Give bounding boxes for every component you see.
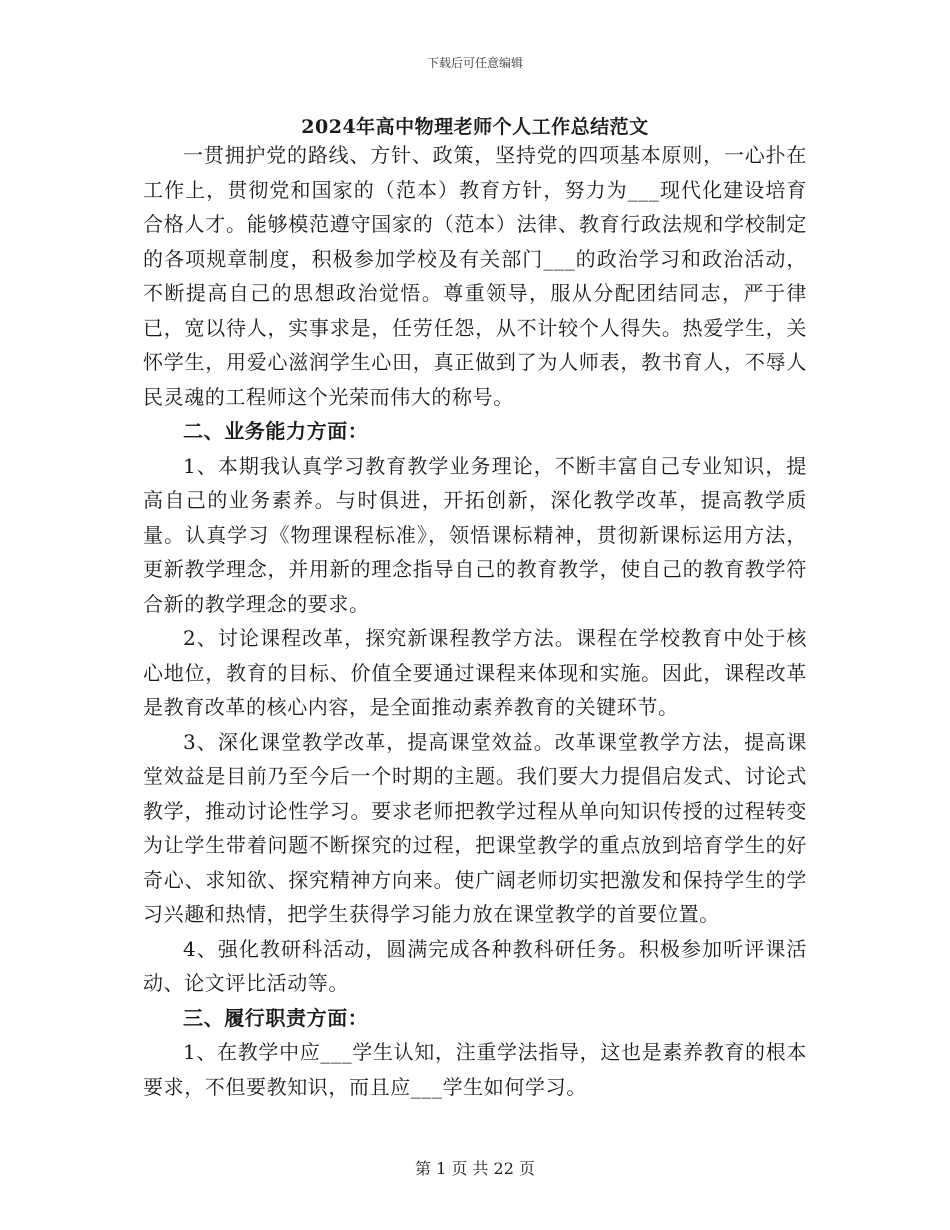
section-heading-duties: 三、履行职责方面： [183,1005,369,1030]
paragraph-item: 1、在教学中应___学生认知，注重学法指导，这也是素养教育的根本要求，不但要教知识，而且应___学生如何学习。 [143,1040,807,1099]
document-title: 2024年高中物理老师个人工作总结范文 [301,116,649,138]
document-body [143,138,807,1104]
paragraph-item: 2、讨论课程改革，探究新课程教学方法。课程在学校教育中处于核心地位，教育的目标、价值全要通过课程来体现和实施。因此，课程改革是教育改革的核心内容，是全面推动素养教育的关键环节。 [143,626,807,719]
paragraph-item: 4、强化教研科活动，圆满完成各种教科研任务。积极参加听评课活动、论文评比活动等。 [143,936,807,995]
paragraph-item: 3、深化课堂教学改革，提高课堂效益。改革课堂教学方法，提高课堂效益是目前乃至今后一个时期的主题。我们要大力提倡启发式、讨论式教学，推动讨论性学习。要求老师把教学过程从单向知识传授的过程转变为让学生带着问题不断探究的过程，把课堂教学的重点放到培育学生的好奇心、求知欲、探究精神方向来。使广阔老师切实把激发和保持学生的学习兴趣和热情，把学生获得学习能力放在课堂教学的首要位置。 [143,729,807,926]
page-footer: 第 1 页 共 22 页 [415,1159,535,1178]
page-header-note: 下载后可任意编辑 [426,56,523,70]
paragraph-item: 1、本期我认真学习教育教学业务理论，不断丰富自己专业知识，提高自己的业务素养。与时俱进，开拓创新，深化教学改革，提高教学质量。认真学习《物理课程标准》，领悟课标精神，贯彻新课标运用方法，更新教学理念，并用新的理念指导自己的教育教学，使自己的教育教学符合新的教学理念的要求。 [143,453,807,616]
section-heading-business-ability: 二、业务能力方面： [183,419,369,443]
paragraph-intro: 一贯拥护党的路线、方针、政策，坚持党的四项基本原则，一心扑在工作上，贯彻党和国家的（范本）教育方针，努力为___现代化建设培育合格人才。能够模范遵守国家的（范本）法律、教育行政法规和学校制定的各项规章制度，积极参加学校及有关部门___的政治学习和政治活动，不断提高自己的思想政治觉悟。尊重领导，服从分配团结同志，严于律已，宽以待人，实事求是，任劳任怨，从不计较个人得失。热爱学生，关怀学生，用爱心滋润学生心田，真正做到了为人师表，教书育人，不辱人民灵魂的工程师这个光荣而伟大的称号。 [143,143,807,409]
